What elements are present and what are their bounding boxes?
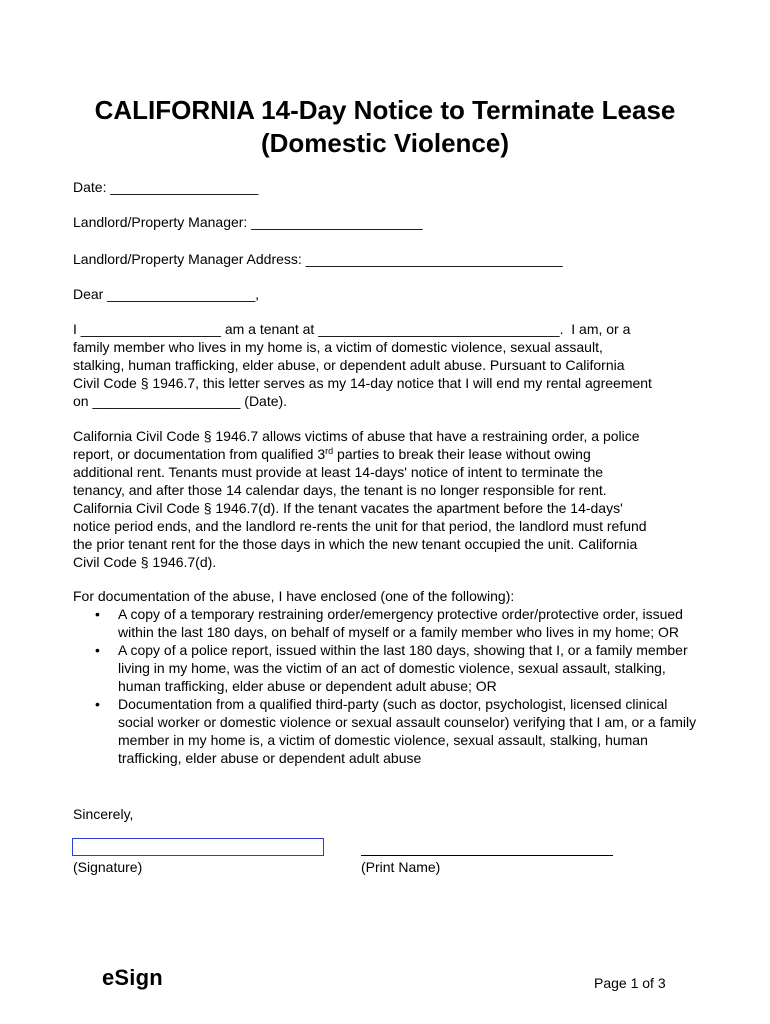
para1-line-3: stalking, human trafficking, elder abuse, or dependent adult abuse. Pursuant to California (73, 357, 625, 373)
document-title-line-1: CALIFORNIA 14-Day Notice to Terminate Lease (94, 95, 676, 125)
para2-line-6: notice period ends, and the landlord re-rents the unit for that period, the landlord must refund (73, 518, 647, 534)
para1-line-4: Civil Code § 1946.7, this letter serves as my 14-day notice that I will end my rental agreement (73, 375, 652, 391)
list-item: • A copy of a police report, issued within the last 180 days, showing that I, or a family member living in my home, was the victim of an act of domestic violence, sexual assault, stalking, human trafficking, elder abuse or dependent adult abuse; OR (73, 641, 703, 695)
page-number: Page 1 of 3 (594, 975, 666, 991)
para2-line-2-before: report, or documentation from qualified 3 (73, 446, 326, 462)
para2-line-8: Civil Code § 1946.7(d). (73, 554, 217, 570)
document-title-line-2: (Domestic Violence) (260, 128, 510, 158)
landlord-line: Landlord/Property Manager: ______________________ (73, 214, 423, 230)
date-line: Date: ___________________ (73, 179, 259, 195)
para2-line-1: California Civil Code § 1946.7 allows victims of abuse that have a restraining order, a police (73, 428, 640, 444)
ordinal-superscript: rd (325, 446, 334, 456)
para1-line-2: family member who lives in my home is, a victim of domestic violence, sexual assault, (73, 339, 603, 355)
signature-label: (Signature) (73, 859, 143, 875)
signature-field[interactable] (72, 838, 324, 856)
para2-line-7: the prior tenant rent for the those days in which the new tenant occupied the unit. California (73, 536, 638, 552)
para1-line-5: on ___________________ (Date). (73, 393, 288, 409)
list-item: • A copy of a temporary restraining order/emergency protective order/protective order, issued within the last 180 days, on behalf of myself or a family member who lives in my home; OR (73, 605, 703, 641)
closing: Sincerely, (73, 806, 134, 822)
civil-code-paragraph (73, 427, 703, 571)
documentation-intro: For documentation of the abuse, I have enclosed (one of the following): (73, 588, 515, 604)
landlord-address-line: Landlord/Property Manager Address: _________________________________ (73, 251, 563, 267)
tenant-notice-paragraph (73, 320, 703, 410)
print-name-label: (Print Name) (361, 859, 441, 875)
para2-line-5: California Civil Code § 1946.7(d). If the tenant vacates the apartment before the 14-days' (73, 500, 623, 516)
documentation-options-list (73, 605, 703, 767)
para1-line-1: I __________________ am a tenant at _______________________________. I am, or a (73, 321, 631, 337)
list-item: • Documentation from a qualified third-party (such as doctor, psychologist, licensed clinical social worker or domestic violence or sexual assault counselor) verifying that I am, or a family member in my home is, a victim of domestic violence, sexual assault, stalking, human trafficking, elder abuse or dependent adult abuse (73, 695, 703, 767)
para2-line-2-after: parties to break their lease without owing (333, 446, 591, 462)
print-name-line (361, 855, 613, 856)
para2-line-3: additional rent. Tenants must provide at least 14-days' notice of intent to terminate the (73, 464, 604, 480)
salutation-line: Dear ___________________, (73, 286, 260, 302)
para2-line-4: tenancy, and after those 14 calendar days, the tenant is no longer responsible for rent. (73, 482, 607, 498)
esign-logo: eSign (102, 965, 163, 990)
